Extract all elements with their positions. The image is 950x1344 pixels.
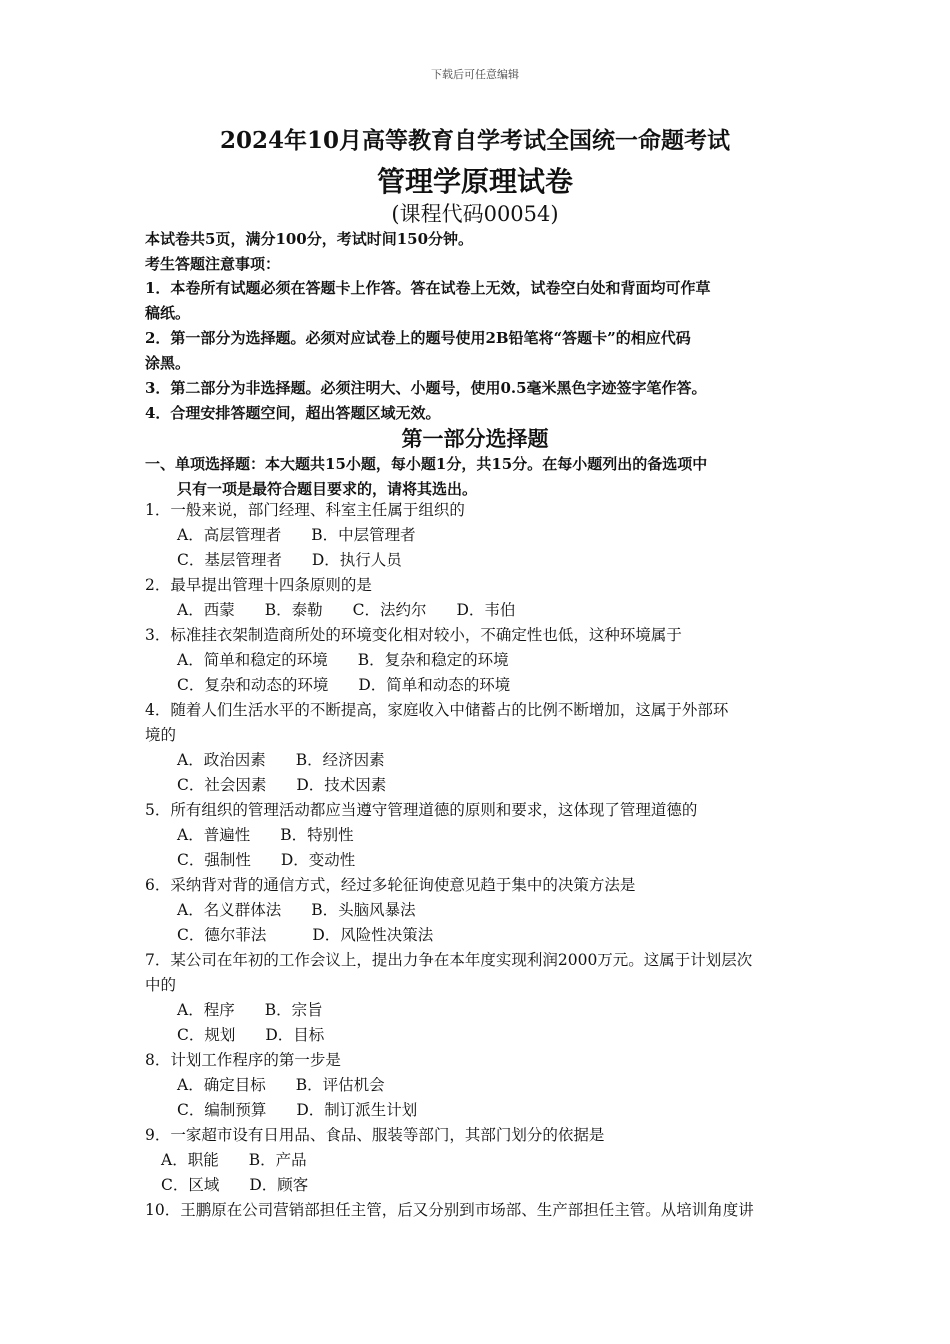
option: B．复杂和稳定的环境 bbox=[357, 651, 509, 669]
header-note: 下载后可任意编辑 bbox=[431, 68, 519, 81]
option-row bbox=[145, 998, 810, 1023]
option: C．德尔菲法 bbox=[177, 926, 267, 944]
question-stem: 3．标准挂衣架制造商所处的环境变化相对较小，不确定性也低，这种环境属于 bbox=[145, 626, 682, 644]
note-line: 稿纸。 bbox=[145, 304, 191, 322]
notes-list bbox=[145, 276, 810, 426]
note-line: 1．本卷所有试题必须在答题卡上作答。答在试卷上无效，试卷空白处和背面均可作草 bbox=[145, 279, 711, 297]
option-row bbox=[145, 1023, 810, 1048]
question-stem: 10．王鹏原在公司营销部担任主管，后又分别到市场部、生产部担任主管。从培训角度讲 bbox=[145, 1201, 754, 1219]
option: D．风险性决策法 bbox=[312, 926, 434, 944]
option: D．目标 bbox=[265, 1026, 325, 1044]
option: C．法约尔 bbox=[352, 601, 427, 619]
question-stem-cont: 中的 bbox=[145, 976, 177, 994]
question-stem: 8．计划工作程序的第一步是 bbox=[145, 1051, 341, 1069]
paper-title: 管理学原理试卷 bbox=[376, 165, 573, 198]
option: C．规划 bbox=[177, 1026, 236, 1044]
section-instruction bbox=[145, 452, 810, 502]
option: A．政治因素 bbox=[177, 751, 266, 769]
question-stem: 1．一般来说，部门经理、科室主任属于组织的 bbox=[145, 501, 465, 519]
option: C．基层管理者 bbox=[177, 551, 282, 569]
note-line: 4．合理安排答题空间，超出答题区域无效。 bbox=[145, 404, 441, 422]
option-row bbox=[145, 898, 810, 923]
option: D．韦伯 bbox=[456, 601, 516, 619]
option: C．复杂和动态的环境 bbox=[177, 676, 329, 694]
option: B．头脑风暴法 bbox=[311, 901, 416, 919]
option: A．程序 bbox=[177, 1001, 235, 1019]
section-title: 第一部分选择题 bbox=[401, 426, 549, 451]
notes-heading: 考生答题注意事项： bbox=[145, 255, 281, 273]
option-row bbox=[145, 1098, 810, 1123]
option: B．泰勒 bbox=[264, 601, 323, 619]
exam-title: 2024年10月高等教育自学考试全国统一命题考试 bbox=[219, 127, 731, 154]
option: B．特别性 bbox=[280, 826, 354, 844]
option-row bbox=[145, 1073, 810, 1098]
option: C．编制预算 bbox=[177, 1101, 267, 1119]
option-row bbox=[145, 548, 810, 573]
instruction-line: 一、单项选择题：本大题共15小题，每小题1分，共15分。在每小题列出的备选项中 bbox=[145, 455, 708, 473]
option-row bbox=[145, 773, 810, 798]
option: A．普遍性 bbox=[177, 826, 251, 844]
note-line: 2．第一部分为选择题。必须对应试卷上的题号使用2B铅笔将“答题卡”的相应代码 bbox=[145, 329, 691, 347]
question-stem: 7．某公司在年初的工作会议上，提出力争在本年度实现利润2000万元。这属于计划层次 bbox=[145, 951, 753, 969]
note-line: 3．第二部分为非选择题。必须注明大、小题号，使用0.5毫米黑色字迹签字笔作答。 bbox=[145, 379, 707, 397]
option: B．经济因素 bbox=[295, 751, 385, 769]
option-row bbox=[145, 923, 810, 948]
course-code: (课程代码00054) bbox=[391, 202, 559, 226]
question-stem: 5．所有组织的管理活动都应当遵守管理道德的原则和要求，这体现了管理道德的 bbox=[145, 801, 698, 819]
question-list bbox=[145, 498, 810, 1223]
question-stem-cont: 境的 bbox=[145, 726, 177, 744]
option: C．强制性 bbox=[177, 851, 251, 869]
option-row bbox=[145, 648, 810, 673]
option: B．宗旨 bbox=[264, 1001, 323, 1019]
option: A．确定目标 bbox=[177, 1076, 266, 1094]
option: D．顾客 bbox=[249, 1176, 309, 1194]
question-stem: 2．最早提出管理十四条原则的是 bbox=[145, 576, 372, 594]
intro-text: 本试卷共5页，满分100分，考试时间150分钟。 bbox=[145, 230, 474, 248]
instruction-line: 只有一项是最符合题目要求的，请将其选出。 bbox=[177, 480, 478, 498]
option: A．简单和稳定的环境 bbox=[177, 651, 328, 669]
option: D．制订派生计划 bbox=[296, 1101, 418, 1119]
option: B．评估机会 bbox=[295, 1076, 385, 1094]
option-row bbox=[145, 598, 810, 623]
option-row bbox=[145, 523, 810, 548]
option-row bbox=[145, 848, 810, 873]
option-row bbox=[145, 1148, 810, 1173]
option: B．中层管理者 bbox=[311, 526, 416, 544]
question-stem: 4．随着人们生活水平的不断提高，家庭收入中储蓄占的比例不断增加，这属于外部环 bbox=[145, 701, 729, 719]
option-row bbox=[145, 823, 810, 848]
option: A．职能 bbox=[161, 1151, 219, 1169]
option: B．产品 bbox=[248, 1151, 307, 1169]
option-row bbox=[145, 748, 810, 773]
note-line: 涂黑。 bbox=[145, 354, 191, 372]
option: D．简单和动态的环境 bbox=[358, 676, 511, 694]
option: C．区域 bbox=[161, 1176, 220, 1194]
option: D．变动性 bbox=[280, 851, 356, 869]
option: A．西蒙 bbox=[177, 601, 235, 619]
question-stem: 6．采纳背对背的通信方式，经过多轮征询使意见趋于集中的决策方法是 bbox=[145, 876, 636, 894]
option: A．高层管理者 bbox=[177, 526, 282, 544]
option: C．社会因素 bbox=[177, 776, 267, 794]
option: A．名义群体法 bbox=[177, 901, 282, 919]
option: D．技术因素 bbox=[296, 776, 387, 794]
question-stem: 9．一家超市设有日用品、食品、服装等部门，其部门划分的依据是 bbox=[145, 1126, 605, 1144]
option-row bbox=[145, 673, 810, 698]
option: D．执行人员 bbox=[311, 551, 402, 569]
option-row bbox=[145, 1173, 810, 1198]
